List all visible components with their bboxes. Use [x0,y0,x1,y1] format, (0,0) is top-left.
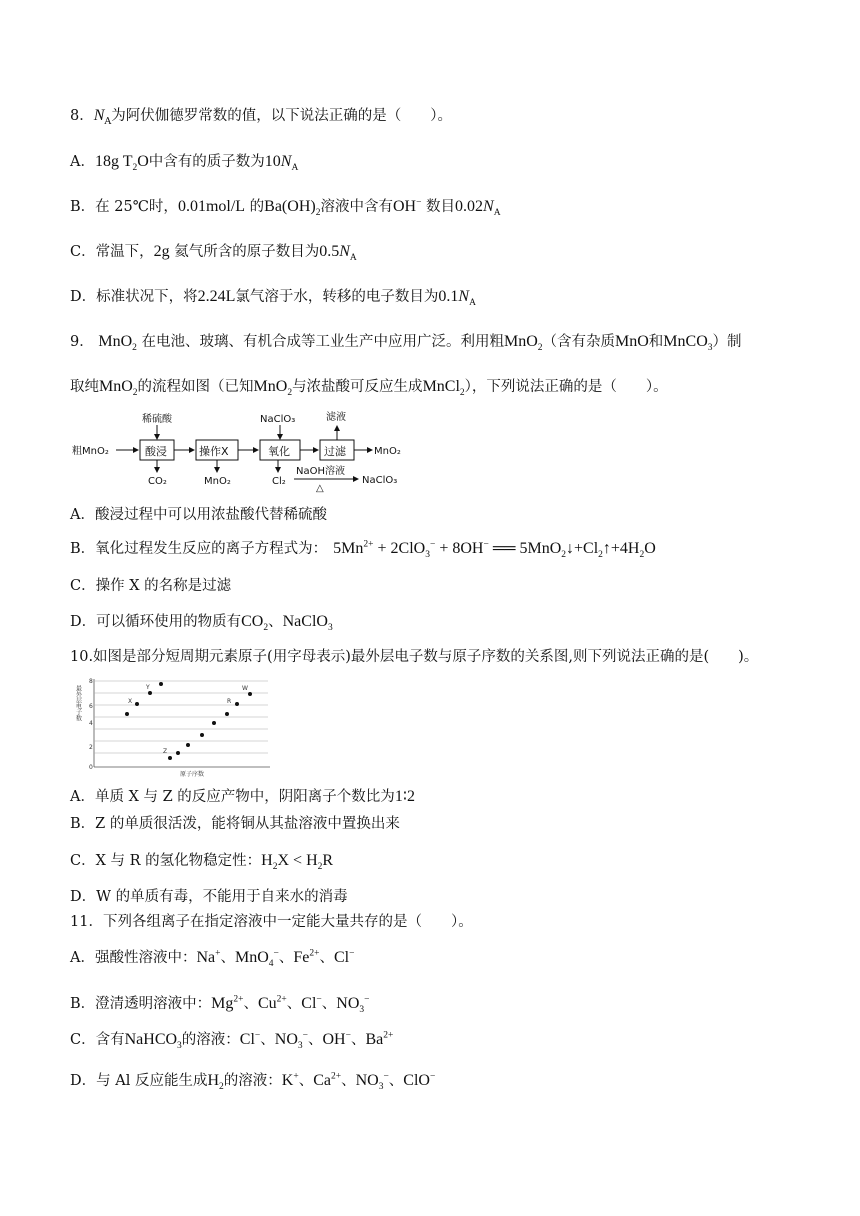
svg-text:酸浸: 酸浸 [145,445,167,458]
flow-start: 粗MnO₂ [72,446,109,457]
point-s [225,712,229,716]
x-label: 原子序数 [180,771,205,778]
flow-out-up: 滤液 [326,412,346,423]
q10-option-b: B．Z 的单质很活泼，能将铜从其盐溶液中置换出来 [70,816,400,832]
q8-stem: 8．$N_A$为阿伏伽德罗常数的值，以下说法正确的是（ ）。 [70,107,453,127]
flow-out2: MnO₂ [204,476,231,487]
q11-option-d: D．与 Al 反应能生成$H_2$的溶液：K+、$Ca^{2+}$、$NO_3^-$、ClO− [70,1071,436,1093]
flow-in3: NaClO₃ [260,414,296,425]
q11-option-a: A．强酸性溶液中：Na+、MnO$_4$−、$Fe^{2+}$、Cl− [70,948,355,970]
svg-text:过滤: 过滤 [324,445,346,458]
flow-heat: △ [316,483,324,494]
y-label: 最外层电子数 [74,685,82,721]
flow-product: NaClO₃ [362,475,398,486]
flow-reagent: NaOH溶液 [296,466,345,477]
q11-option-b: B．澄清透明溶液中：$Mg^{2+}$、$Cu^{2+}$、Cl−、$NO_3^-$ [70,994,370,1016]
q9-option-c: C．操作 X 的名称是过滤 [70,578,232,594]
flow-out1: CO₂ [148,476,167,487]
tick-6: 6 [89,703,93,710]
q10-option-a: A．单质 X 与 Z 的反应产物中，阴阳离子个数比为1∶2 [70,788,415,805]
q8-option-c: C．常温下，2g 氦气所含的原子数目为$0.5N_A$ [70,243,357,264]
q9-option-b: B．氧化过程发生反应的离子方程式为： $5Mn^{2+} + 2ClO_3^- + 8OH^-$ ══ $5MnO_2↓+Cl_2↑+4H_2O$ [70,539,656,561]
flow-out-right: MnO₂ [374,446,401,457]
point-y [148,691,152,695]
point-z [168,756,172,760]
svg-text:R: R [227,698,232,705]
point-al [186,743,190,747]
svg-text:操作X: 操作X [199,445,229,458]
q10-chart [70,673,280,779]
point-mg [176,751,180,755]
q10-option-c: C．X 与 R 的氢化物稳定性：$H_2X < H_2R$ [70,852,334,873]
svg-text:Z: Z [163,748,168,755]
tick-2: 2 [89,744,93,751]
point-p [212,721,216,725]
point-r [235,702,239,706]
q11-stem: 11．下列各组离子在指定溶液中一定能大量共存的是（ ）。 [70,914,473,930]
q8-option-d: D．标准状况下，将2.24L氯气溶于水，转移的电子数目为$0.1N_A$ [70,288,476,309]
tick-0: 0 [89,764,93,771]
tick-8: 8 [89,678,93,685]
q10-option-d: D．W 的单质有毒，不能用于自来水的消毒 [70,889,348,905]
q10-stem: 10.如图是部分短周期元素原子(用字母表示)最外层电子数与原子序数的关系图,则下列说法正确的是( )。 [70,649,759,665]
svg-text:Y: Y [146,684,150,691]
q9-stem-line1: 9． MnO$_2$ 在电池、玻璃、有机合成等工业生产中应用广泛。利用粗MnO$_2$（含有杂质MnO和MnCO$_3$）制 [70,333,742,354]
point-si [200,733,204,737]
q8-option-b: B．在 25℃时，0.01mol/L 的$Ba(OH)_2$溶液中含有OH− 数目$0.02N_A$ [70,197,501,219]
flow-out3: Cl₂ [272,476,286,487]
point-w [248,692,252,696]
q11-option-c: C．含有NaHCO$_3$的溶液：Cl−、$NO_3^-$、OH−、$Ba^{2+}$ [70,1030,394,1052]
svg-text:W: W [242,685,248,692]
q9-option-a: A．酸浸过程中可以用浓盐酸代替稀硫酸 [70,507,327,523]
q9-option-d: D．可以循环使用的物质有$CO_2$、NaClO$_3$ [70,613,333,634]
q8-option-a: A．18g $T_2O$中含有的质子数为$10N_A$ [70,153,299,174]
svg-text:氧化: 氧化 [268,445,290,458]
point-x [135,702,139,706]
tick-4: 4 [89,720,93,727]
q9-stem-line2: 取纯MnO$_2$的流程如图（已知MnO$_2$与浓盐酸可反应生成MnCl$_2$），下列说法正确的是（ ）。 [70,378,668,399]
q9-flow-diagram [70,408,420,494]
point-n [125,712,129,716]
svg-text:X: X [128,698,133,705]
point-top [159,682,163,686]
flow-in1: 稀硫酸 [142,414,172,425]
